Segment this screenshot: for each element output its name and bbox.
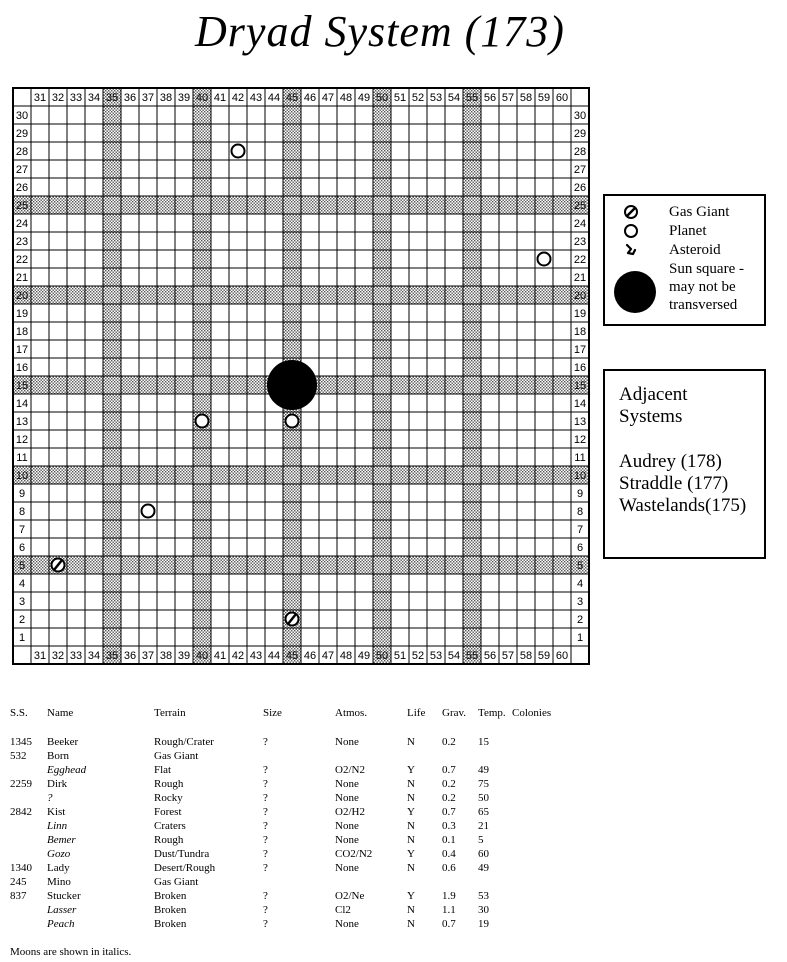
table-cell-grav: 0.4 <box>442 848 456 860</box>
row-label: 6 <box>18 542 26 554</box>
table-cell-life: Y <box>407 890 415 902</box>
table-cell-terrain: Gas Giant <box>154 876 199 888</box>
column-label: 35 <box>105 92 119 104</box>
table-cell-name: Lasser <box>47 904 77 916</box>
table-cell-size: ? <box>263 904 268 916</box>
row-label: 3 <box>18 596 26 608</box>
column-label: 52 <box>411 92 425 104</box>
table-cell-atmos: O2/H2 <box>335 806 365 818</box>
table-cell-terrain: Rough <box>154 834 184 846</box>
row-label: 1 <box>18 632 26 644</box>
row-label: 30 <box>573 110 587 122</box>
table-cell-temp: 49 <box>478 862 489 874</box>
table-cell-grav: 0.3 <box>442 820 456 832</box>
row-label: 27 <box>15 164 29 176</box>
column-label: 38 <box>159 92 173 104</box>
row-label: 18 <box>573 326 587 338</box>
table-cell-name: ? <box>47 792 53 804</box>
table-cell-name: Stucker <box>47 890 81 902</box>
row-label: 7 <box>576 524 584 536</box>
table-cell-name: Mino <box>47 876 71 888</box>
gas-giant-icon <box>623 204 639 220</box>
table-cell-terrain: Desert/Rough <box>154 862 216 874</box>
row-label: 8 <box>576 506 584 518</box>
column-label: 54 <box>447 92 461 104</box>
row-label: 17 <box>573 344 587 356</box>
planet-icon <box>623 223 639 239</box>
row-label: 11 <box>574 452 586 464</box>
table-cell-name: Kist <box>47 806 66 818</box>
table-cell-life: N <box>407 778 415 790</box>
column-label: 36 <box>123 92 137 104</box>
table-cell-terrain: Dust/Tundra <box>154 848 210 860</box>
column-label: 41 <box>213 650 227 662</box>
row-label: 10 <box>15 470 29 482</box>
table-cell-grav: 0.7 <box>442 918 456 930</box>
asteroid-icon <box>623 242 639 258</box>
table-cell-size: ? <box>263 848 268 860</box>
column-label: 34 <box>87 92 101 104</box>
table-cell-atmos: O2/N2 <box>335 764 365 776</box>
column-label: 50 <box>375 650 389 662</box>
row-label: 11 <box>16 452 28 464</box>
column-label: 57 <box>501 650 515 662</box>
table-cell-atmos: O2/Ne <box>335 890 365 902</box>
table-cell-terrain: Broken <box>154 918 187 930</box>
table-cell-atmos: CO2/N2 <box>335 848 373 860</box>
row-label: 9 <box>576 488 584 500</box>
table-cell-name: Lady <box>47 862 70 874</box>
table-cell-grav: 0.2 <box>442 778 456 790</box>
row-label: 20 <box>573 290 587 302</box>
row-label: 15 <box>573 380 587 392</box>
table-cell-terrain: Rough <box>154 778 184 790</box>
table-header-grav: Grav. <box>442 707 467 719</box>
row-label: 13 <box>15 416 29 428</box>
row-label: 4 <box>576 578 584 590</box>
row-label: 16 <box>573 362 587 374</box>
legend-asteroid-label: Asteroid <box>669 242 721 258</box>
table-cell-grav: 0.6 <box>442 862 456 874</box>
table-cell-life: Y <box>407 806 415 818</box>
table-cell-name: Beeker <box>47 736 79 748</box>
column-label: 46 <box>303 650 317 662</box>
table-cell-grav: 1.9 <box>442 890 456 902</box>
table-cell-size: ? <box>263 834 268 846</box>
planet-marker <box>142 505 155 518</box>
column-label: 51 <box>393 92 407 104</box>
table-cell-name: Born <box>47 750 69 762</box>
column-label: 51 <box>393 650 407 662</box>
column-label: 33 <box>69 92 83 104</box>
column-label: 54 <box>447 650 461 662</box>
sun-marker <box>267 360 317 410</box>
row-label: 1 <box>576 632 584 644</box>
table-cell-name: Peach <box>47 918 75 930</box>
table-cell-terrain: Forest <box>154 806 182 818</box>
column-label: 57 <box>501 92 515 104</box>
table-cell-terrain: Rocky <box>154 792 183 804</box>
table-cell-terrain: Broken <box>154 904 187 916</box>
table-cell-ss: 1345 <box>10 736 32 748</box>
table-cell-terrain: Rough/Crater <box>154 736 214 748</box>
column-label: 52 <box>411 650 425 662</box>
table-cell-temp: 30 <box>478 904 489 916</box>
adjacent-heading-2: Systems <box>619 406 683 427</box>
column-label: 48 <box>339 92 353 104</box>
column-label: 34 <box>87 650 101 662</box>
column-label: 37 <box>141 92 155 104</box>
column-label: 49 <box>357 92 371 104</box>
row-label: 25 <box>573 200 587 212</box>
column-label: 46 <box>303 92 317 104</box>
table-cell-atmos: None <box>335 820 359 832</box>
row-label: 24 <box>15 218 29 230</box>
row-label: 4 <box>18 578 26 590</box>
row-label: 9 <box>18 488 26 500</box>
column-label: 56 <box>483 650 497 662</box>
row-label: 25 <box>15 200 29 212</box>
column-label: 40 <box>195 650 209 662</box>
footnote: Moons are shown in italics. <box>10 946 132 958</box>
row-label: 15 <box>15 380 29 392</box>
column-label: 45 <box>285 650 299 662</box>
legend-sun-label-1: Sun square - <box>669 261 744 277</box>
table-cell-size: ? <box>263 764 268 776</box>
row-label: 6 <box>576 542 584 554</box>
row-label: 23 <box>15 236 29 248</box>
column-label: 43 <box>249 92 263 104</box>
planet-marker <box>232 145 245 158</box>
table-cell-ss: 2842 <box>10 806 32 818</box>
table-cell-ss: 2259 <box>10 778 32 790</box>
row-label: 28 <box>15 146 29 158</box>
column-label: 31 <box>33 92 47 104</box>
table-header-atmos: Atmos. <box>335 707 368 719</box>
table-cell-size: ? <box>263 890 268 902</box>
table-cell-size: ? <box>263 778 268 790</box>
adjacent-systems-box <box>603 369 766 559</box>
adjacent-system-item: Straddle (177) <box>619 473 729 494</box>
adjacent-system-item: Audrey (178) <box>619 451 722 472</box>
column-label: 49 <box>357 650 371 662</box>
table-header-life: Life <box>407 707 426 719</box>
column-label: 53 <box>429 92 443 104</box>
table-cell-size: ? <box>263 918 268 930</box>
column-label: 43 <box>249 650 263 662</box>
column-label: 36 <box>123 650 137 662</box>
sun-icon <box>613 270 657 314</box>
table-header-colonies: Colonies <box>512 707 552 719</box>
table-cell-size: ? <box>263 792 268 804</box>
table-cell-atmos: None <box>335 792 359 804</box>
table-cell-life: N <box>407 904 415 916</box>
row-label: 27 <box>573 164 587 176</box>
table-cell-atmos: None <box>335 778 359 790</box>
row-label: 7 <box>18 524 26 536</box>
row-label: 29 <box>573 128 587 140</box>
row-label: 19 <box>15 308 29 320</box>
table-cell-life: N <box>407 918 415 930</box>
row-label: 19 <box>573 308 587 320</box>
row-label: 12 <box>573 434 587 446</box>
row-label: 12 <box>15 434 29 446</box>
table-cell-name: Bemer <box>47 834 76 846</box>
column-label: 41 <box>213 92 227 104</box>
table-cell-grav: 0.2 <box>442 792 456 804</box>
row-label: 22 <box>573 254 587 266</box>
legend-sun-label-3: transversed <box>669 297 738 313</box>
table-cell-terrain: Craters <box>154 820 186 832</box>
column-label: 56 <box>483 92 497 104</box>
table-cell-size: ? <box>263 862 268 874</box>
table-cell-atmos: None <box>335 736 359 748</box>
column-label: 47 <box>321 650 335 662</box>
table-cell-name: Dirk <box>47 778 68 790</box>
column-label: 44 <box>267 650 281 662</box>
table-cell-temp: 50 <box>478 792 489 804</box>
table-cell-terrain: Broken <box>154 890 187 902</box>
table-cell-life: N <box>407 820 415 832</box>
column-label: 58 <box>519 650 533 662</box>
row-label: 14 <box>15 398 29 410</box>
table-cell-name: Egghead <box>47 764 87 776</box>
table-cell-grav: 0.1 <box>442 834 456 846</box>
table-header-terrain: Terrain <box>154 707 186 719</box>
table-cell-atmos: Cl2 <box>335 904 351 916</box>
row-label: 17 <box>15 344 29 356</box>
column-label: 32 <box>51 92 65 104</box>
column-label: 60 <box>555 650 569 662</box>
adjacent-heading-1: Adjacent <box>619 384 688 405</box>
table-cell-life: N <box>407 736 415 748</box>
table-cell-temp: 60 <box>478 848 489 860</box>
row-label: 29 <box>15 128 29 140</box>
table-cell-ss: 532 <box>10 750 27 762</box>
row-label: 28 <box>573 146 587 158</box>
table-cell-temp: 75 <box>478 778 489 790</box>
column-label: 50 <box>375 92 389 104</box>
table-cell-name: Gozo <box>47 848 71 860</box>
row-label: 21 <box>15 272 29 284</box>
column-label: 42 <box>231 92 245 104</box>
row-label: 2 <box>18 614 26 626</box>
table-cell-atmos: None <box>335 862 359 874</box>
table-cell-life: Y <box>407 848 415 860</box>
row-label: 5 <box>18 560 26 572</box>
table-cell-size: ? <box>263 820 268 832</box>
row-label: 3 <box>576 596 584 608</box>
table-cell-temp: 53 <box>478 890 489 902</box>
column-label: 39 <box>177 92 191 104</box>
column-label: 39 <box>177 650 191 662</box>
column-label: 35 <box>105 650 119 662</box>
column-label: 59 <box>537 650 551 662</box>
planet-marker <box>196 415 209 428</box>
column-label: 44 <box>267 92 281 104</box>
table-cell-size: ? <box>263 736 268 748</box>
column-label: 55 <box>465 92 479 104</box>
table-cell-ss: 837 <box>10 890 27 902</box>
table-cell-life: N <box>407 792 415 804</box>
row-label: 18 <box>15 326 29 338</box>
table-cell-ss: 245 <box>10 876 27 888</box>
table-header-temp: Temp. <box>478 707 506 719</box>
row-label: 16 <box>15 362 29 374</box>
row-label: 14 <box>573 398 587 410</box>
planet-marker <box>286 415 299 428</box>
table-cell-life: N <box>407 862 415 874</box>
row-label: 5 <box>576 560 584 572</box>
table-cell-life: N <box>407 834 415 846</box>
column-label: 42 <box>231 650 245 662</box>
row-label: 10 <box>573 470 587 482</box>
row-label: 20 <box>15 290 29 302</box>
table-cell-name: Linn <box>47 820 68 832</box>
table-cell-life: Y <box>407 764 415 776</box>
legend-sun-label-2: may not be <box>669 279 736 295</box>
table-cell-temp: 49 <box>478 764 489 776</box>
legend-planet-label: Planet <box>669 223 707 239</box>
column-label: 37 <box>141 650 155 662</box>
adjacent-system-item: Wastelands(175) <box>619 495 747 516</box>
planet-marker <box>538 253 551 266</box>
table-cell-atmos: None <box>335 918 359 930</box>
table-cell-temp: 21 <box>478 820 489 832</box>
row-label: 23 <box>573 236 587 248</box>
column-label: 55 <box>465 650 479 662</box>
row-label: 24 <box>573 218 587 230</box>
row-label: 26 <box>15 182 29 194</box>
column-label: 40 <box>195 92 209 104</box>
column-label: 59 <box>537 92 551 104</box>
column-label: 31 <box>33 650 47 662</box>
table-header-name: Name <box>47 707 74 719</box>
column-label: 33 <box>69 650 83 662</box>
table-cell-ss: 1340 <box>10 862 32 874</box>
table-cell-terrain: Flat <box>154 764 172 776</box>
row-label: 30 <box>15 110 29 122</box>
row-label: 26 <box>573 182 587 194</box>
column-label: 48 <box>339 650 353 662</box>
table-cell-temp: 19 <box>478 918 489 930</box>
row-label: 21 <box>573 272 587 284</box>
column-label: 32 <box>51 650 65 662</box>
table-cell-temp: 15 <box>478 736 489 748</box>
row-label: 13 <box>573 416 587 428</box>
table-cell-grav: 0.2 <box>442 736 456 748</box>
table-header-ss: S.S. <box>10 707 28 719</box>
legend-gas-giant-label: Gas Giant <box>669 204 730 220</box>
page-title: Dryad System (173) <box>195 7 565 56</box>
table-cell-grav: 0.7 <box>442 806 456 818</box>
table-cell-atmos: None <box>335 834 359 846</box>
row-label: 22 <box>15 254 29 266</box>
table-cell-size: ? <box>263 806 268 818</box>
table-cell-grav: 1.1 <box>442 904 456 916</box>
table-cell-grav: 0.7 <box>442 764 456 776</box>
column-label: 60 <box>555 92 569 104</box>
legend-box <box>603 194 766 326</box>
column-label: 53 <box>429 650 443 662</box>
column-label: 58 <box>519 92 533 104</box>
column-label: 38 <box>159 650 173 662</box>
table-cell-temp: 65 <box>478 806 489 818</box>
table-cell-temp: 5 <box>478 834 484 846</box>
row-label: 8 <box>18 506 26 518</box>
table-header-size: Size <box>263 707 282 719</box>
column-label: 47 <box>321 92 335 104</box>
row-label: 2 <box>576 614 584 626</box>
table-cell-terrain: Gas Giant <box>154 750 199 762</box>
column-label: 45 <box>285 92 299 104</box>
